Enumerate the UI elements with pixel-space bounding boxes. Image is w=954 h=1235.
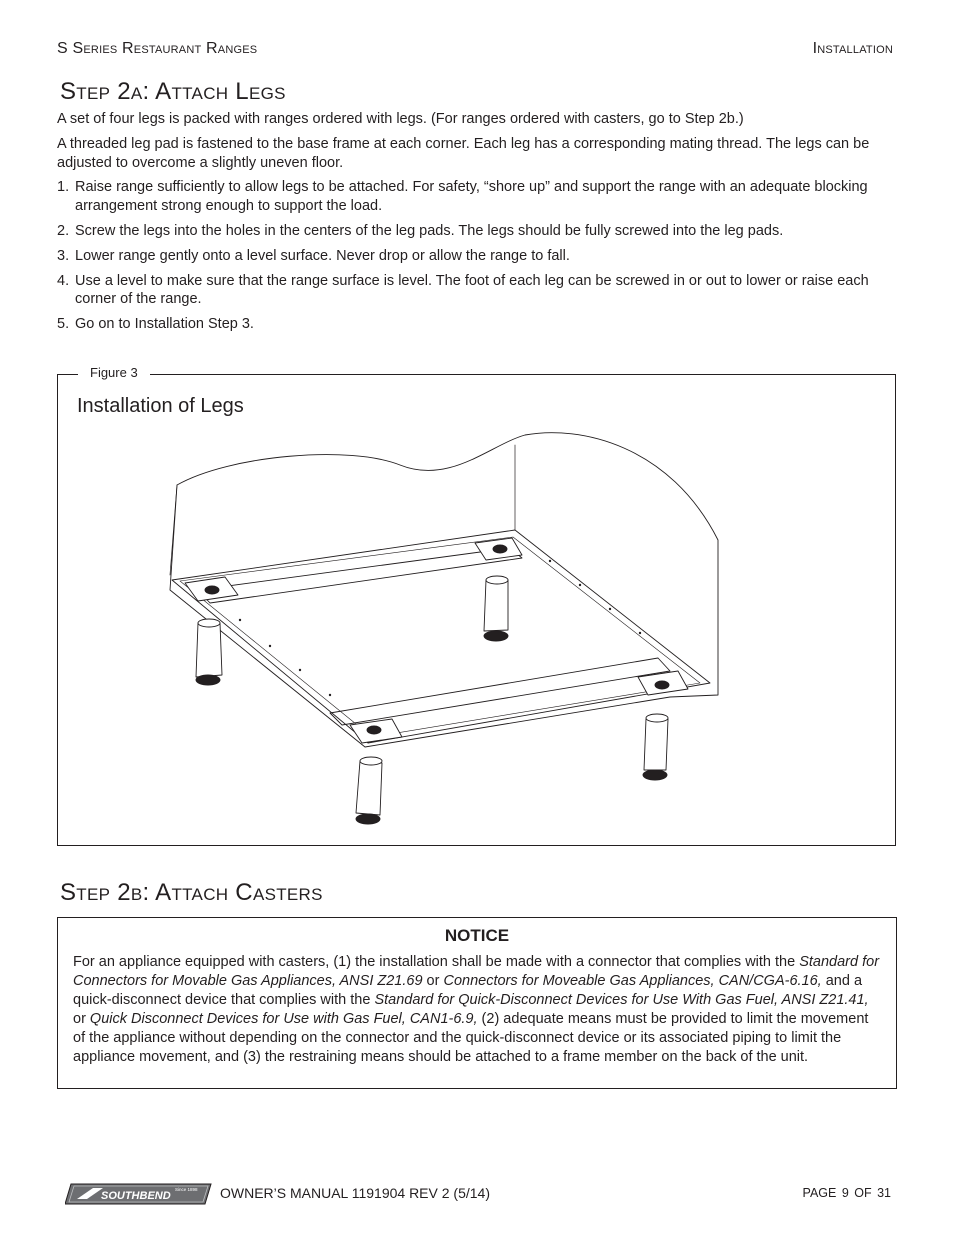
step-item [57, 178, 897, 215]
step-item [57, 272, 897, 309]
step-number: 1. [57, 179, 70, 195]
step-number: 2. [57, 222, 70, 239]
notice-body [73, 953, 881, 1067]
step-item [57, 315, 897, 334]
step-text: Lower range gently onto a level surface. Never drop or allow the range to fall. [75, 247, 570, 264]
notice-text: or [422, 973, 444, 989]
notice-citation: Standard for Quick-Disconnect Devices for Use With Gas Fuel, ANSI Z21.41, [374, 992, 869, 1008]
step-item [57, 247, 897, 266]
figure-title: Installation of Legs [77, 395, 244, 417]
range-legs-illustration [150, 425, 730, 835]
southbend-logo [65, 1182, 213, 1206]
step-item [57, 222, 897, 241]
leg [196, 619, 222, 685]
step-list [57, 178, 897, 340]
step-text: Raise range sufficiently to allow legs to be attached. For safety, “shore up” and support the range with an adequate blocking arrangement strong enough to support the load. [75, 179, 868, 214]
step-text: Screw the legs into the holes in the centers of the leg pads. The legs should be fully screwed into the leg pads. [75, 222, 784, 239]
step-2a-heading: Step 2a: Attach Legs [60, 78, 286, 105]
running-header-right: Installation [812, 40, 893, 57]
notice-citation: Standard for Connectors for Movable Gas Appliances, ANSI Z21.69 [73, 954, 880, 989]
notice-heading: NOTICE [444, 926, 510, 945]
step-2b-heading: Step 2b: Attach Casters [60, 879, 323, 906]
footer-manual-id: OWNER’S MANUAL 1191904 REV 2 (5/14) [220, 1185, 490, 1201]
notice-text: (2) adequate means must be provided to limit the movement of the appliance without depending on the connector and the quick-disconnect device or its associated piping to limit the appliance movement, and (3) the restraining means should be attached to a frame member on the back of the unit. [73, 1011, 869, 1065]
running-header-left: S Series Restaurant Ranges [57, 40, 258, 57]
leg [643, 714, 668, 780]
range-body-outline [170, 433, 718, 747]
notice-citation: Connectors for Moveable Gas Appliances, CAN/CGA-6.16, [443, 973, 822, 989]
notice-text: and a quick-disconnect device that complies with the [73, 973, 863, 1008]
logo-wordmark: SOUTHBEND [101, 1190, 171, 1202]
step-number: 4. [57, 272, 70, 289]
step-number: 3. [57, 247, 70, 264]
notice-text: For an appliance equipped with casters, (1) the installation shall be made with a connector that complies with the [73, 954, 800, 970]
figure-label: Figure 3 [78, 365, 150, 381]
logo-since: Since 1898 [175, 1187, 198, 1192]
step-text: Go on to Installation Step 3. [75, 316, 254, 332]
leg [356, 757, 382, 824]
intro-paragraph-1: A set of four legs is packed with ranges ordered with legs. (For ranges ordered with casters, go to Step 2b.) [57, 111, 744, 127]
step-number: 5. [57, 316, 70, 332]
intro-paragraph-2: A threaded leg pad is fastened to the base frame at each corner. Each leg has a corresponding mating thread. The legs can be adjusted to overcome a slightly uneven floor. [57, 136, 870, 171]
notice-citation: Quick Disconnect Devices for Use with Gas Fuel, CAN1-6.9, [89, 1011, 478, 1027]
footer-page-number: PAGE 9 OF 31 [802, 1186, 891, 1200]
step-text: Use a level to make sure that the range surface is level. The foot of each leg can be screwed in or out to lower or raise each corner of the range. [75, 272, 869, 307]
notice-text: or [73, 1011, 90, 1027]
